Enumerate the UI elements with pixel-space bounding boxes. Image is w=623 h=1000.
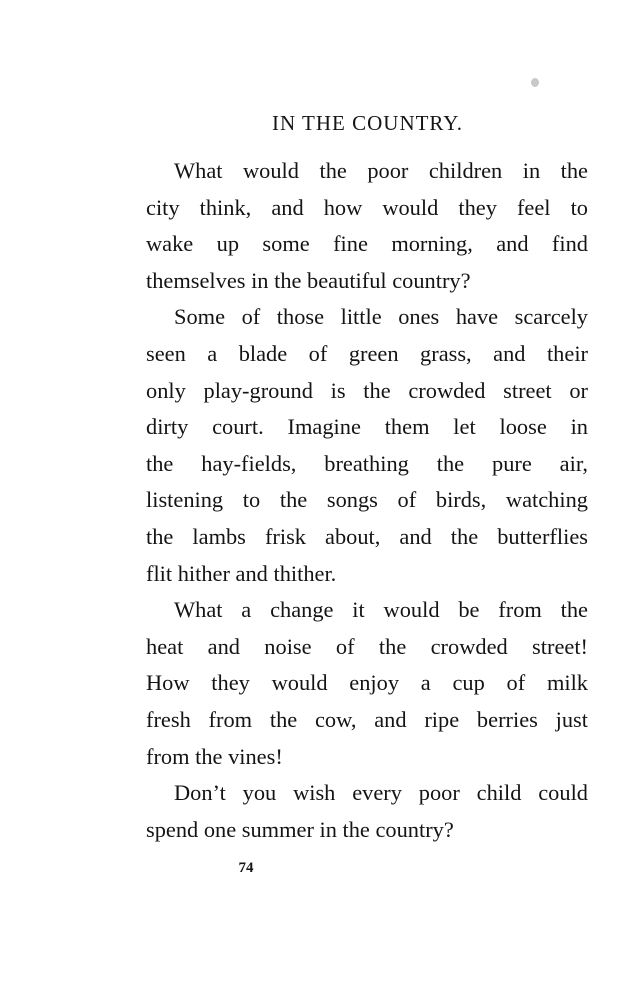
- body-text: [146, 153, 588, 848]
- text-line: themselves in the beautiful country?: [146, 267, 471, 293]
- text-line: Don’t you wish every poor child could: [174, 780, 588, 806]
- text-line: wake up some fine morning, and find: [146, 231, 588, 257]
- text-line: listening to the songs of birds, watching: [146, 487, 588, 513]
- text-line: What would the poor children in the: [174, 158, 588, 183]
- page-title: IN THE COUNTRY.: [272, 111, 463, 135]
- text-line: city think, and how would they feel to: [146, 194, 588, 220]
- text-line: What a change it would be from the: [174, 597, 588, 623]
- text-line: the hay-fields, breathing the pure air,: [146, 450, 588, 476]
- text-line: flit hither and thither.: [146, 560, 337, 586]
- text-line: Some of those little ones have scarcely: [174, 304, 588, 330]
- text-line: dirty court. Imagine them let loose in: [146, 414, 588, 440]
- page-number: 74: [238, 860, 254, 876]
- text-line: spend one summer in the country?: [146, 816, 454, 842]
- text-line: from the vines!: [146, 743, 283, 769]
- text-line: only play-ground is the crowded street or: [146, 377, 588, 403]
- text-line: the lambs frisk about, and the butterflies: [146, 523, 588, 549]
- text-line: fresh from the cow, and ripe berries just: [146, 706, 588, 732]
- text-line: heat and noise of the crowded street!: [146, 633, 588, 659]
- text-line: seen a blade of green grass, and their: [146, 340, 588, 366]
- text-line: How they would enjoy a cup of milk: [146, 670, 588, 696]
- paper-speck: [531, 78, 539, 87]
